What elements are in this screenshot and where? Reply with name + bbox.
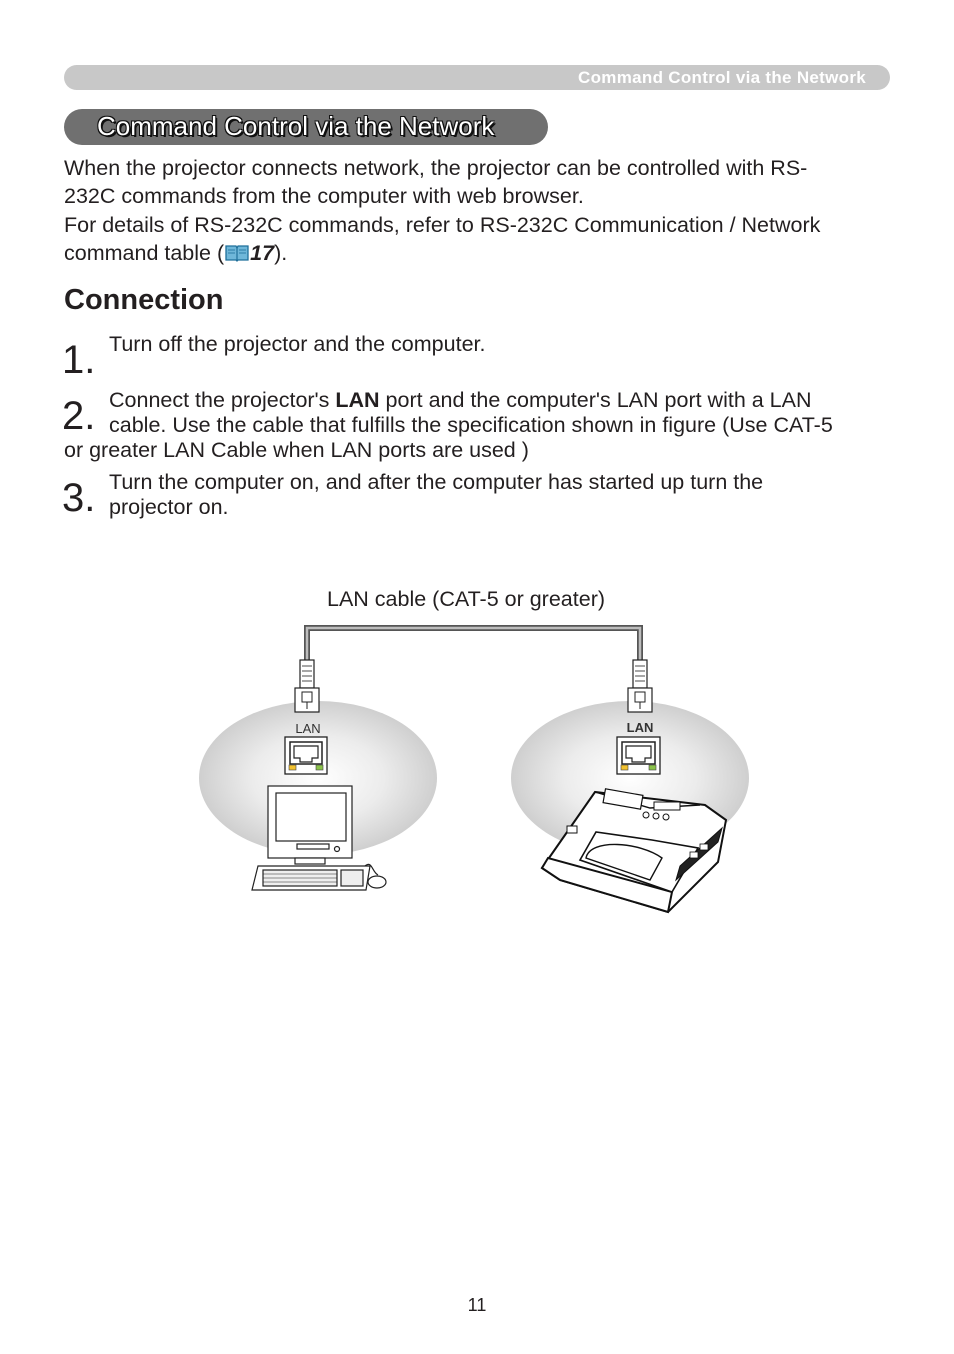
step-2-pre: Connect the projector's [109, 388, 336, 412]
computer-lan-port-icon [285, 737, 327, 774]
projector-lan-port-icon [617, 737, 660, 774]
step-2-post: port and the computer's LAN port with a LAN [379, 388, 812, 412]
intro-line-2: 232C commands from the computer with web browser. [64, 184, 584, 208]
step-2-line-2: cable. Use the cable that fulfills the specification shown in figure (Use CAT-5 [109, 413, 833, 437]
intro-line-4-suffix: ). [274, 241, 288, 265]
running-header-title: Command Control via the Network [578, 68, 866, 87]
intro-line-4-prefix: command table ( [64, 241, 225, 265]
step-1-number: 1. [62, 338, 96, 382]
page-reference[interactable]: 17 [250, 241, 275, 265]
step-3-number: 3. [62, 476, 96, 520]
book-reference-icon [224, 242, 250, 270]
step-1-line-1: Turn off the projector and the computer. [109, 332, 486, 356]
connection-heading: Connection [64, 284, 224, 316]
step-2-line-3: or greater LAN Cable when LAN ports are used ) [64, 438, 529, 462]
section-title-pill [64, 109, 548, 145]
projector-cable-connector [628, 660, 652, 712]
running-header [64, 65, 890, 90]
step-2-lan-bold: LAN [335, 388, 380, 412]
intro-line-1: When the projector connects network, the projector can be controlled with RS- [64, 156, 808, 180]
page-number: 11 [467, 1295, 487, 1315]
step-3-line-1: Turn the computer on, and after the computer has started up turn the [109, 470, 764, 494]
cable-label: LAN cable (CAT-5 or greater) [327, 587, 606, 611]
intro-line-3: For details of RS-232C commands, refer to RS-232C Communication / Network [64, 213, 821, 237]
step-3-line-2: projector on. [109, 495, 229, 519]
computer-lan-label: LAN [295, 721, 321, 736]
connection-diagram [0, 570, 954, 930]
computer-cable-connector [295, 660, 319, 712]
intro-paragraph-2 [64, 211, 884, 270]
step-2-line-1 [109, 388, 812, 413]
lan-cable [307, 628, 640, 662]
projector-lan-label: LAN [626, 720, 654, 735]
step-2-number: 2. [62, 394, 96, 438]
section-title: Command Control via the Network [97, 111, 495, 141]
intro-paragraph-1 [64, 154, 884, 210]
